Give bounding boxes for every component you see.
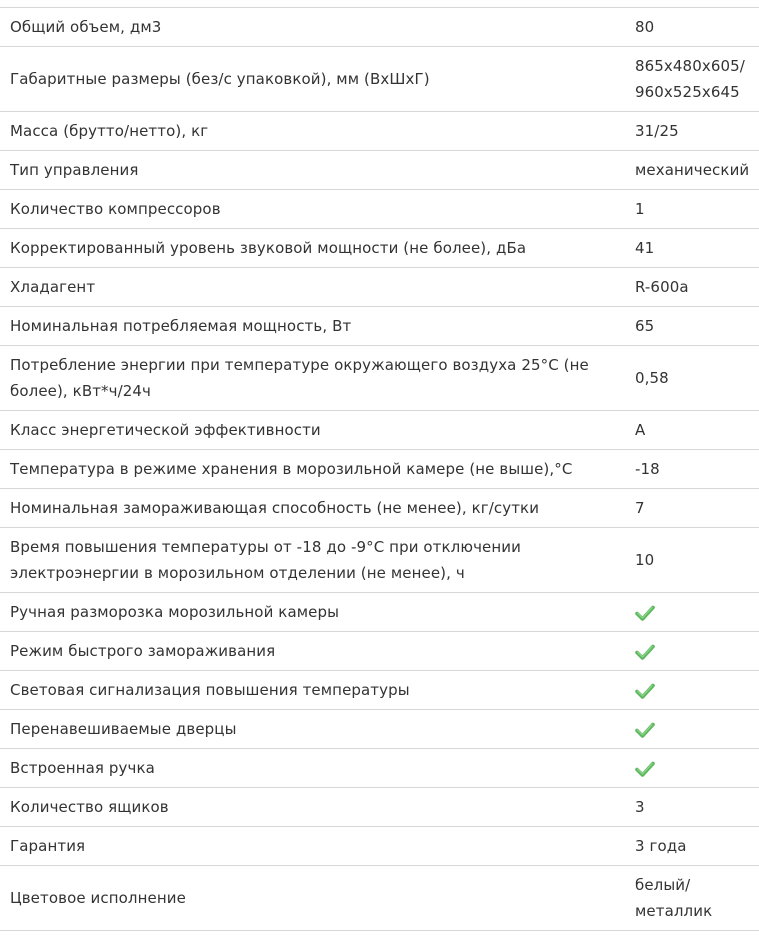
spec-row [0,112,759,151]
check-mark-icon [635,603,655,623]
spec-row [0,346,759,411]
spec-label: Номинальная потребляемая мощность, Вт [0,307,625,346]
spec-row [0,268,759,307]
spec-row [0,151,759,190]
spec-value: A [625,411,759,450]
spec-row [0,632,759,671]
spec-label: Ручная разморозка морозильной камеры [0,593,625,632]
spec-label: Класс энергетической эффективности [0,411,625,450]
spec-label: Хладагент [0,268,625,307]
spec-label: Количество компрессоров [0,190,625,229]
spec-value: 3 [625,788,759,827]
spec-row [0,47,759,112]
spec-value: 31/25 [625,112,759,151]
spec-label: Гарантия [0,827,625,866]
spec-row [0,866,759,931]
spec-label: Общий объем, дм3 [0,8,625,47]
spec-value: 1 [625,190,759,229]
spec-label: Температура в режиме хранения в морозильной камере (не выше),°С [0,450,625,489]
spec-value: 0,58 [625,346,759,411]
spec-row [0,710,759,749]
spec-label: Перенавешиваемые дверцы [0,710,625,749]
spec-row [0,411,759,450]
spec-row [0,8,759,47]
check-mark-icon [635,642,655,662]
spec-row [0,450,759,489]
spec-row [0,593,759,632]
spec-label: Количество ящиков [0,788,625,827]
spec-label: Время повышения температуры от -18 до -9°С при отключении электроэнергии в морозильном отделении (не менее), ч [0,528,625,593]
spec-row [0,528,759,593]
spec-value: 65 [625,307,759,346]
spec-value [625,632,759,671]
spec-value: 41 [625,229,759,268]
spec-value: 3 года [625,827,759,866]
spec-row [0,190,759,229]
spec-value: -18 [625,450,759,489]
spec-label: Световая сигнализация повышения температуры [0,671,625,710]
spec-value: механический [625,151,759,190]
spec-value [625,710,759,749]
spec-value: 865x480x605/ 960x525x645 [625,47,759,112]
spec-row [0,749,759,788]
spec-label: Цветовое исполнение [0,866,625,931]
spec-value: 80 [625,8,759,47]
spec-row [0,489,759,528]
spec-row [0,671,759,710]
spec-label: Потребление энергии при температуре окружающего воздуха 25°С (не более), кВт*ч/24ч [0,346,625,411]
spec-label: Габаритные размеры (без/с упаковкой), мм (ВхШхГ) [0,47,625,112]
spec-label: Режим быстрого замораживания [0,632,625,671]
spec-value [625,593,759,632]
specifications-table [0,7,759,931]
spec-label: Номинальная замораживающая способность (не менее), кг/сутки [0,489,625,528]
spec-value: 10 [625,528,759,593]
spec-value: белый/ металлик [625,866,759,931]
check-mark-icon [635,681,655,701]
spec-value [625,749,759,788]
spec-value: 7 [625,489,759,528]
spec-row [0,307,759,346]
specifications-body [0,8,759,931]
spec-label: Встроенная ручка [0,749,625,788]
spec-value [625,671,759,710]
check-mark-icon [635,759,655,779]
spec-value: R-600a [625,268,759,307]
spec-label: Корректированный уровень звуковой мощности (не более), дБа [0,229,625,268]
spec-row [0,788,759,827]
spec-row [0,229,759,268]
spec-label: Масса (брутто/нетто), кг [0,112,625,151]
spec-row [0,827,759,866]
spec-label: Тип управления [0,151,625,190]
check-mark-icon [635,720,655,740]
